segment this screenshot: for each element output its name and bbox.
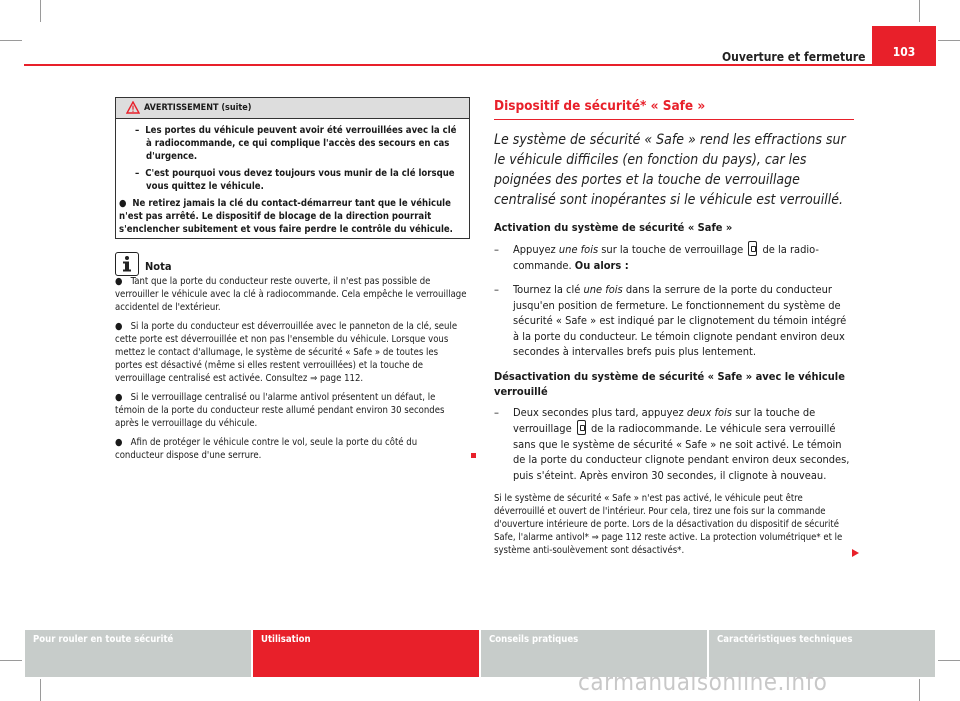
page-number-tab [872, 26, 936, 66]
warning-dash-item: – C'est pourquoi vous devez toujours vous munir de la clé lorsque vous quittez le véhicule. [135, 168, 455, 192]
tab-caracteristiques[interactable]: Caractéristiques techniques [709, 630, 935, 677]
crop-mark [40, 679, 41, 701]
warning-title: AVERTISSEMENT (suite) [144, 103, 252, 113]
activation-heading: Activation du système de sécurité « Safe » [494, 221, 733, 234]
safe-footnote: Si le système de sécurité « Safe » n'est pas activé, le véhicule peut être déverrouillé et ouvert de l'intérieur. Pour cela, tirez une fois sur la commande d'ouverture intérieure de porte. Lors de la désactivation du dispositif de sécurité Safe, l'alarme antivol* ⇒ page 112 reste active. La protection volumétrique* et le système anti-soulèvement sont désactivés*. [494, 493, 843, 556]
header-rule [24, 64, 936, 66]
note-item: ● Afin de protéger le véhicule contre le vol, seule la porte du côté du conducteur dispose d'une serrure. [115, 437, 418, 461]
crop-mark [919, 679, 920, 701]
crop-mark [938, 40, 960, 41]
activation-step: – Appuyez une fois sur la touche de verrouillage de la radio-commande. Ou alors : [494, 243, 819, 272]
warning-dash-item: – Les portes du véhicule peuvent avoir été verrouillées avec la clé à radiocommande, ce qui complique l'accès des secours en cas d'urgence. [135, 125, 457, 162]
tab-conseils-pratiques[interactable]: Conseils pratiques [481, 630, 707, 677]
safe-intro: Le système de sécurité « Safe » rend les effractions sur le véhicule difficiles (en fonction du pays), car les poignées des portes et la touche de verrouillage centralisé sont inopérantes si le véhicule est verrouillé. [494, 132, 846, 208]
crop-mark [0, 660, 22, 661]
deactivation-step: – Deux secondes plus tard, appuyez deux fois sur la touche de verrouillage de la radiocommande. Le véhicule sera verrouillé sans que le système de sécurité « Safe » ne soit activé. Le témoin de la porte du conducteur clignote pendant environ deux secondes, puis s'éteint. Après environ 30 secondes, il clignote à nouveau. [494, 405, 850, 482]
warning-bullet-item: ● Ne retirez jamais la clé du contact-démarreur tant que le véhicule n'est pas arrêté. Le dispositif de blocage de la direction pourrait s'enclencher subitement et vous faire perdre le contrôle du véhicule. [119, 198, 453, 235]
deactivation-heading: Désactivation du système de sécurité « Safe » avec le véhicule verrouillé [494, 369, 845, 398]
activation-step: – Tournez la clé une fois dans la serrure de la porte du conducteur jusqu'en position de fermeture. Le fonctionnement du système de sécurité « Safe » est indiqué par le clignotement du témoin intégré à la porte du conducteur. Le témoin clignote pendant environ deux secondes à intervalles brefs puis plus lentement. [494, 283, 847, 358]
right-column [494, 98, 854, 557]
watermark: carmanualsonline.info [578, 668, 828, 696]
warning-box [115, 97, 470, 239]
tab-utilisation[interactable]: Utilisation [253, 630, 479, 677]
section-end-mark [471, 453, 476, 458]
crop-mark [40, 0, 41, 22]
crop-mark [938, 660, 960, 661]
lock-key-icon [577, 420, 586, 435]
warning-header [116, 98, 469, 119]
note-title: Nota [145, 260, 172, 273]
info-icon [115, 252, 139, 276]
note-body [115, 275, 467, 468]
note-item: ● Si le verrouillage centralisé ou l'alarme antivol présentent un défaut, le témoin de la porte du conducteur reste allumé pendant environ 30 secondes après le verrouillage du véhicule. [115, 392, 445, 429]
crop-mark [919, 0, 920, 22]
note-item: ● Si la porte du conducteur est déverrouillée avec le panneton de la clé, seule cette porte est déverrouillée et non pas l'ensemble du véhicule. Lorsque vous mettez le contact d'allumage, le système de sécurité « Safe » de toutes les portes est désactivé (même si elles restent verrouillées) et la touche de verrouillage centralisé est activée. Consultez ⇒ page 112. [115, 321, 458, 384]
lock-key-icon [748, 241, 757, 256]
tab-pour-rouler[interactable]: Pour rouler en toute sécurité [25, 630, 251, 677]
section-title: Ouverture et fermeture [722, 50, 866, 64]
warning-body [116, 119, 469, 236]
warning-triangle-icon [126, 101, 140, 114]
crop-mark [0, 40, 22, 41]
continue-arrow-icon [852, 549, 859, 557]
safe-section-title: Dispositif de sécurité* « Safe » [494, 98, 854, 120]
page-number: 103 [892, 45, 916, 59]
note-item: ● Tant que la porte du conducteur reste ouverte, il n'est pas possible de verrouiller le véhicule avec la clé à radiocommande. Cela empêche le verrouillage accidentel de l'extérieur. [115, 276, 467, 313]
